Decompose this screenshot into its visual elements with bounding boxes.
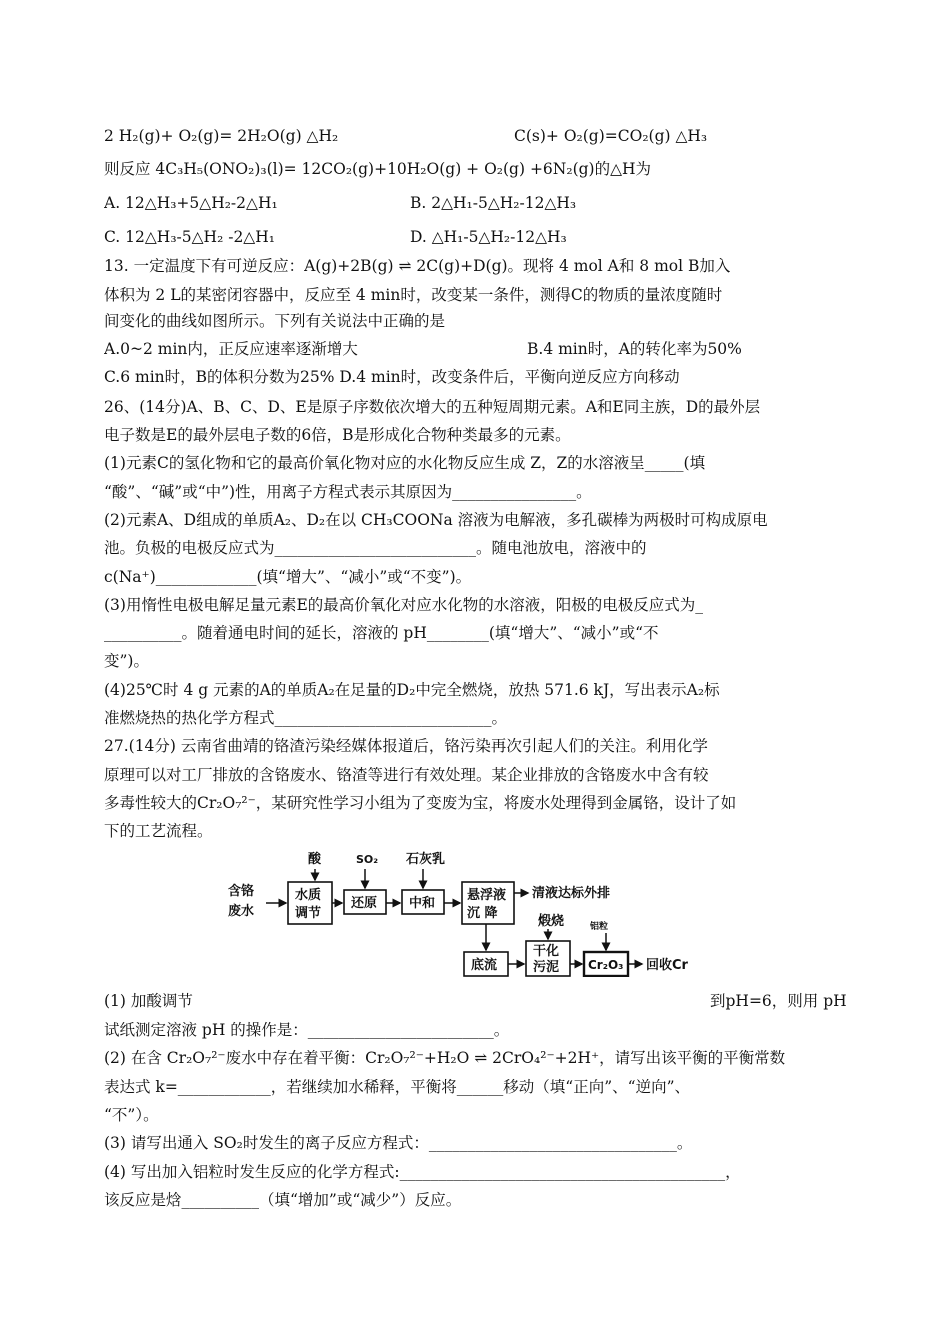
text-line: 下的工艺流程。: [104, 822, 213, 840]
flow-clear-label: 清液达标外排: [532, 886, 611, 901]
text-line: (3)用惰性电极电解足量元素E的最高价氧化对应水化物的水溶液，阳极的电极反应式为_: [104, 596, 704, 614]
text-line-right: C(s)+ O₂(g)=CO₂(g) △H₃: [514, 127, 708, 145]
text-line: 27.(14分) 云南省曲靖的铬渣污染经媒体报道后，铬污染再次引起人们的关注。利用化学: [104, 737, 708, 755]
text-line: 表达式 k=____________，若继续加水稀释，平衡将______移动（填“正向”、“逆向”、: [104, 1078, 691, 1096]
text-line: __________。随着通电时间的延长，溶液的 pH________(填“增大”、“减小”或“不: [104, 624, 659, 642]
flow-so2-label: SO₂: [356, 853, 379, 866]
option-b: B. 2△H₁-5△H₂-12△H₃: [410, 194, 577, 212]
option-a: A.0~2 min内，正反应速率逐渐增大: [104, 340, 358, 358]
text-line: 电子数是E的最外层电子数的6倍，B是形成化合物种类最多的元素。: [104, 426, 571, 444]
text-line: 间变化的曲线如图所示。下列有关说法中正确的是: [104, 312, 446, 330]
text-line-right: 到pH=6，则用 pH: [710, 992, 847, 1010]
flow-settle-2: 沉 降: [467, 906, 498, 921]
flow-adjust-2: 调节: [295, 906, 322, 921]
text-line: 变”)。: [104, 652, 149, 670]
process-flow-diagram: [226, 845, 706, 977]
text-line: 原理可以对工厂排放的含铬废水、铬渣等进行有效处理。某企业排放的含铬废水中含有较: [104, 766, 709, 784]
flow-reduce: 还原: [351, 896, 378, 911]
flow-sludge-2: 污泥: [533, 960, 560, 975]
text-line: (2) 在含 Cr₂O₇²⁻废水中存在着平衡：Cr₂O₇²⁻+H₂O ⇌ 2CrO₄²⁻+2H⁺，请写出该平衡的平衡常数: [104, 1049, 786, 1067]
text-line: (4) 写出加入铝粒时发生反应的化学方程式:__________________________________________，: [104, 1163, 741, 1181]
flow-lime-label: 石灰乳: [406, 852, 446, 867]
text-line: C.6 min时，B的体积分数为25% D.4 min时，改变条件后，平衡向逆反应方向移动: [104, 368, 680, 386]
text-line: (4)25℃时 4 g 元素的A的单质A₂在足量的D₂中完全燃烧，放热 571.6 kJ，写出表示A₂标: [104, 681, 720, 699]
text-line: 13. 一定温度下有可逆反应：A(g)+2B(g) ⇌ 2C(g)+D(g)。现将 4 mol A和 8 mol B加入: [104, 257, 731, 275]
flow-adjust-1: 水质: [295, 888, 322, 903]
text-line: 多毒性较大的Cr₂O₇²⁻，某研究性学习小组为了变废为宝，将废水处理得到金属铬，设计了如: [104, 794, 737, 812]
text-line: 26、(14分)A、B、C、D、E是原子序数依次增大的五种短周期元素。A和E同主族，D的最外层: [104, 398, 761, 416]
text-line: (2)元素A、D组成的单质A₂、D₂在以 CH₃COONa 溶液为电解液，多孔碳棒为两极时可构成原电: [104, 511, 768, 529]
text-line: “不”）。: [104, 1106, 159, 1124]
text-line: (1)元素C的氢化物和它的最高价氧化物对应的水化物反应生成 Z，Z的水溶液呈_____(填: [104, 454, 706, 472]
text-line: 则反应 4C₃H₅(ONO₂)₃(l)= 12CO₂(g)+10H₂O(g) + O₂(g) +6N₂(g)的△H为: [104, 160, 652, 178]
text-line: (1) 加酸调节: [104, 992, 193, 1010]
option-a: A. 12△H₃+5△H₂-2△H₁: [104, 194, 278, 212]
option-b: B.4 min时，A的转化率为50%: [527, 340, 742, 358]
flow-calcine-label: 煅烧: [538, 914, 565, 929]
text-line: c(Na⁺)_____________(填“增大”、“减小”或“不变”)。: [104, 568, 472, 586]
flow-acid-label: 酸: [308, 852, 322, 867]
text-line: “酸”、“碱”或“中”)性，用离子方程式表示其原因为________________。: [104, 483, 592, 501]
text-line: 池。负极的电极反应式为__________________________。随电池放电，溶液中的: [104, 539, 647, 557]
flow-cr2o3: Cr₂O₃: [588, 958, 624, 972]
option-c: C. 12△H₃-5△H₂ -2△H₁: [104, 228, 275, 246]
text-line: 准燃烧热的热化学方程式____________________________。: [104, 709, 508, 727]
text-line: 2 H₂(g)+ O₂(g)= 2H₂O(g) △H₂: [104, 127, 339, 145]
text-line: 试纸测定溶液 pH 的操作是：________________________。: [104, 1021, 510, 1039]
flow-settle-1: 悬浮液: [467, 888, 507, 903]
text-line: (3) 请写出通入 SO₂时发生的离子反应方程式：________________________________。: [104, 1134, 693, 1152]
flow-recover-label: 回收Cr: [646, 958, 688, 973]
flow-sludge-1: 干化: [533, 944, 560, 959]
flow-neutralize: 中和: [409, 896, 436, 911]
text-line: 该反应是焓__________（填“增加”或“减少”）反应。: [104, 1191, 462, 1209]
flow-input-label-1: 含铬: [228, 884, 255, 899]
flow-bottom: 底流: [471, 958, 498, 973]
text-line: 体积为 2 L的某密闭容器中，反应至 4 min时，改变某一条件，测得C的物质的量浓度随时: [104, 286, 723, 304]
flow-input-label-2: 废水: [228, 904, 255, 919]
flow-al-label: 铝粒: [590, 922, 609, 932]
option-d: D. △H₁-5△H₂-12△H₃: [410, 228, 567, 246]
